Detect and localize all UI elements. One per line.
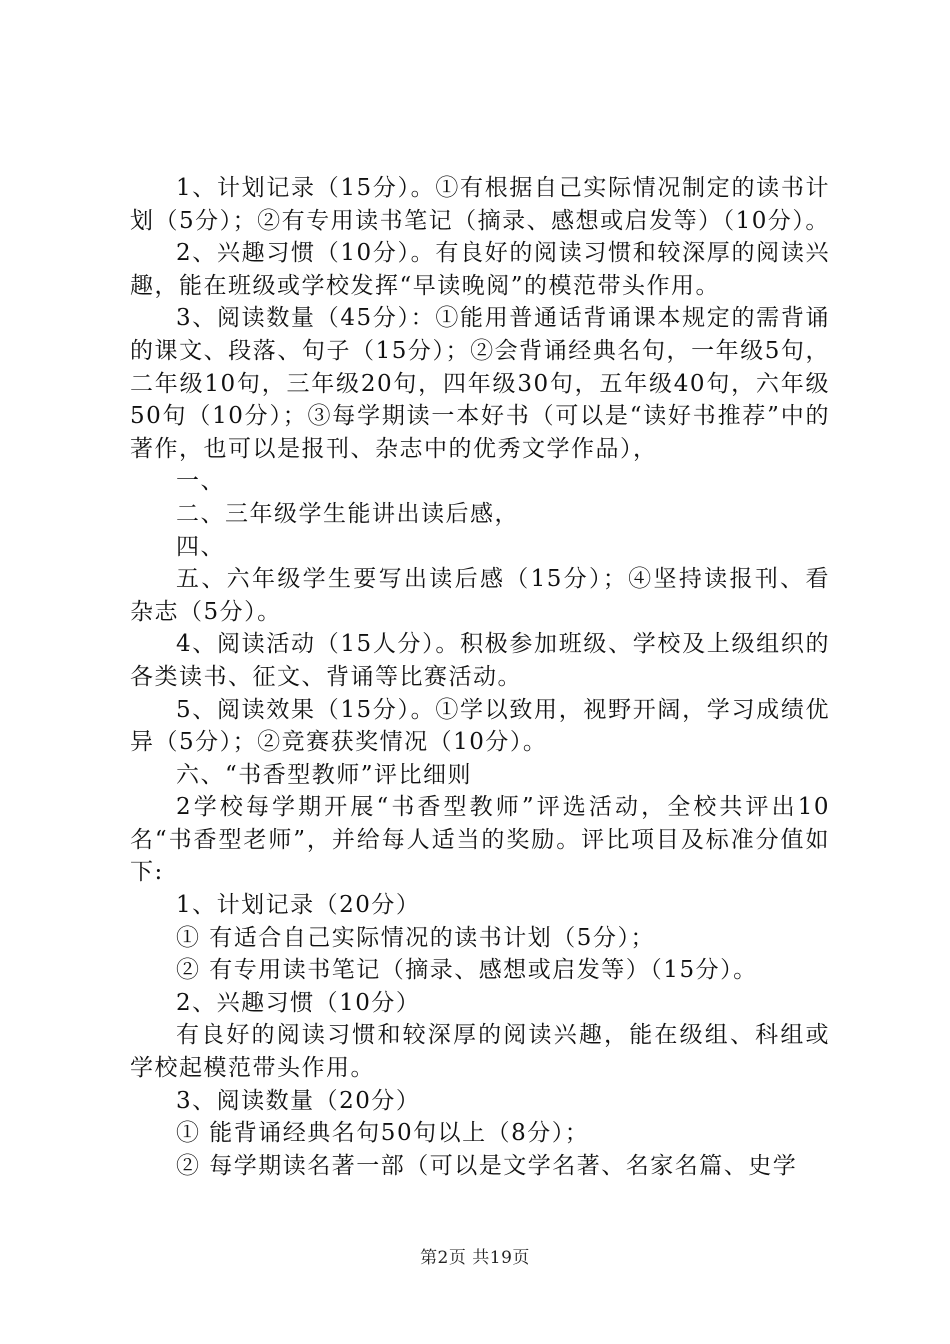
paragraph-teacher-intro: 2学校每学期开展“书香型教师”评选活动，全校共评出10名“书香型老师”，并给每人适当的奖励。评比项目及标准分值如下: [130,794,830,886]
paragraph-teacher-interest-habit: 2、兴趣习惯（10分） [176,989,421,1016]
paragraph-fragment-one: 一、 [176,468,225,495]
paragraph-teacher-quantity-item-2: ② 每学期读名著一部（可以是文学名著、名家名篇、史学 [176,1152,798,1179]
paragraph-plan-record: 1、计划记录（15分）。①有根据自己实际情况制定的读书计划（5分）；②有专用读书笔记（摘录、感想或启发等）（10分）。 [130,175,830,234]
paragraph-reading-effect: 5、阅读效果（15分）。①学以致用，视野开阔，学习成绩优异（5分）；②竞赛获奖情况（10分）。 [130,696,830,756]
paragraph-fragment-four: 四、 [176,533,225,560]
paragraph-teacher-quantity-item-1: ① 能背诵经典名句50句以上（8分）； [176,1120,590,1147]
paragraph-teacher-interest-detail: 有良好的阅读习惯和较深厚的阅读兴趣，能在级组、科组或学校起模范带头作用。 [130,1022,830,1082]
paragraph-teacher-reading-quantity: 3、阅读数量（20分） [176,1087,421,1114]
section-heading-teacher-rules: 六、“书香型教师”评比细则 [176,761,473,788]
paragraph-reading-quantity: 3、阅读数量（45分）：①能用普通话背诵课本规定的需背诵的课文、段落、句子（15分）；②会背诵经典名句，一年级5句，二年级10句，三年级20句，四年级30句，五年级40句，六年级50句（10分）；③每学期读一本好书（可以是“读好书推荐”中的著作，也可以是报刊、杂志中的优秀文学作品）， [130,305,830,462]
paragraph-fragment-five: 五、六年级学生要写出读后感（15分）；④坚持读报刊、看杂志（5分）。 [130,566,830,625]
paragraph-reading-activity: 4、阅读活动（15人分）。积极参加班级、学校及上级组织的各类读书、征文、背诵等比赛活动。 [130,631,830,690]
paragraph-teacher-plan-item-2: ② 有专用读书笔记（摘录、感想或启发等）（15分）。 [176,957,758,984]
paragraph-interest-habit: 2、兴趣习惯（10分）。有良好的阅读习惯和较深厚的阅读兴趣，能在班级或学校发挥“早读晚阅”的模范带头作用。 [130,240,830,299]
paragraph-fragment-two: 二、三年级学生能讲出读后感， [176,500,519,527]
document-body [130,172,830,1182]
paragraph-teacher-plan-item-1: ① 有适合自己实际情况的读书计划（5分）； [176,924,655,951]
page-number-footer: 第2页 共19页 [420,1248,530,1268]
paragraph-teacher-plan-record: 1、计划记录（20分） [176,892,421,919]
